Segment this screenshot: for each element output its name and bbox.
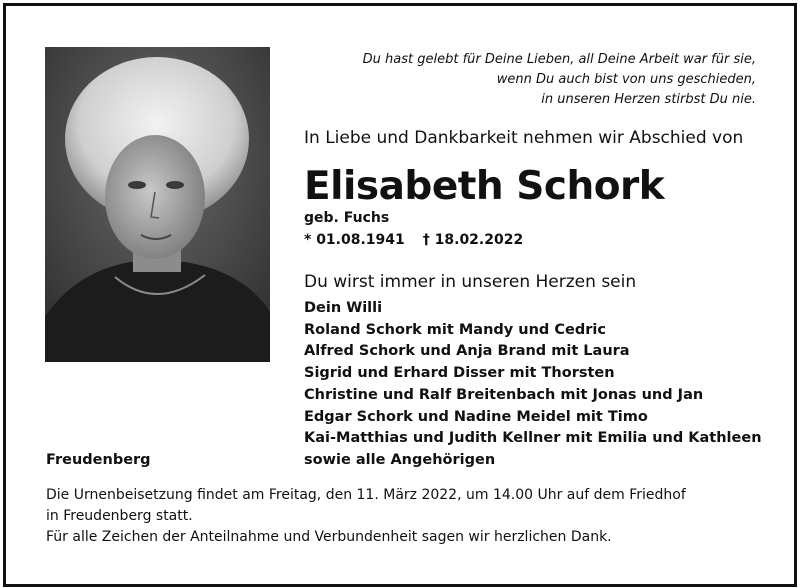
deceased-name: Elisabeth Schork bbox=[304, 164, 665, 209]
intro-text: In Liebe und Dankbarkeit nehmen wir Abschied von bbox=[304, 128, 744, 148]
footer-line: Die Urnenbeisetzung findet am Freitag, den 11. März 2022, um 14.00 Uhr auf dem Friedhof bbox=[46, 487, 686, 503]
footer-line: in Freudenberg statt. bbox=[46, 508, 193, 524]
place-name: Freudenberg bbox=[46, 452, 151, 468]
mourner-entry: Dein Willi bbox=[304, 300, 383, 316]
poem-line: in unseren Herzen stirbst Du nie. bbox=[541, 92, 756, 107]
birth-name: geb. Fuchs bbox=[304, 210, 390, 226]
motto-text: Du wirst immer in unseren Herzen sein bbox=[304, 272, 637, 292]
mourners-list bbox=[304, 298, 762, 472]
life-dates bbox=[304, 232, 541, 248]
memorial-poem bbox=[276, 50, 756, 110]
mourner-entry: Roland Schork mit Mandy und Cedric bbox=[304, 321, 606, 338]
birth-date: * 01.08.1941 bbox=[304, 232, 405, 248]
footer-line: Für alle Zeichen der Anteilnahme und Verbundenheit sagen wir herzlichen Dank. bbox=[46, 529, 612, 545]
mourner-entry: Sigrid und Erhard Disser mit Thorsten bbox=[304, 365, 615, 382]
mourner-entry: sowie alle Angehörigen bbox=[304, 451, 496, 468]
mourner-entry: Christine und Ralf Breitenbach mit Jonas und Jan bbox=[304, 386, 704, 403]
portrait-photo bbox=[45, 47, 270, 362]
mourner-entry: Edgar Schork und Nadine Meidel mit Timo bbox=[304, 408, 648, 425]
mourner-entry: Kai-Matthias und Judith Kellner mit Emilia und Kathleen bbox=[304, 430, 762, 447]
poem-line: Du hast gelebt für Deine Lieben, all Deine Arbeit war für sie, bbox=[362, 52, 756, 67]
death-date: † 18.02.2022 bbox=[422, 232, 524, 248]
mourner-entry: Alfred Schork und Anja Brand mit Laura bbox=[304, 343, 630, 360]
funeral-info bbox=[46, 485, 766, 548]
poem-line: wenn Du auch bist von uns geschieden, bbox=[496, 72, 756, 87]
